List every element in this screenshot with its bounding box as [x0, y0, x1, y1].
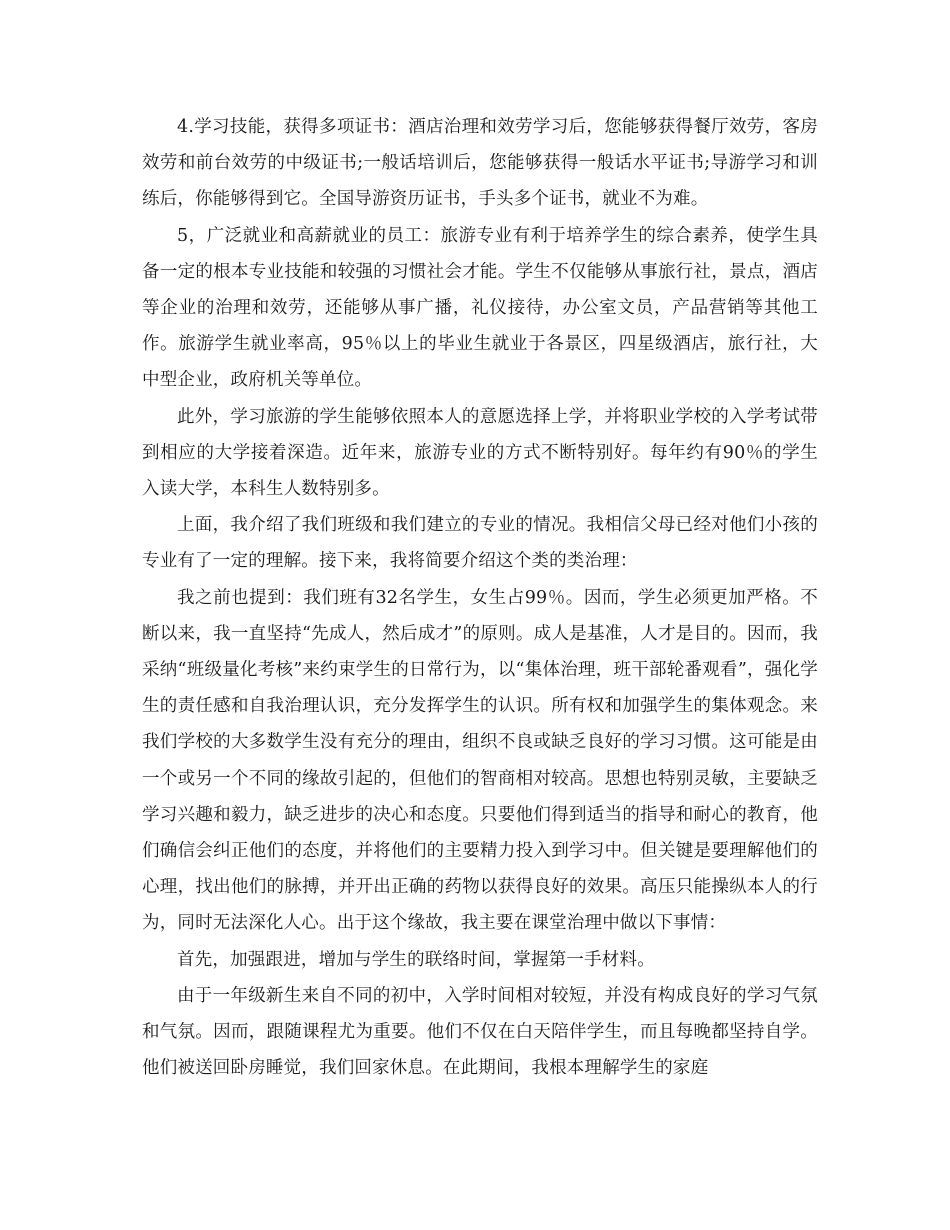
paragraph-class-management: 我之前也提到：我们班有32名学生，女生占99％。因而，学生必须更加严格。不断以来，我一直坚持“先成人，然后成才”的原则。成人是基准，人才是目的。因而，我采纳“班级量化考核”来约束学生的日常行为，以“集体治理，班干部轮番观看”，强化学生的责任感和自我治理认识，充分发挥学生的认识。所有权和加强学生的集体观念。来我们学校的大多数学生没有充分的理由，组织不良或缺乏良好的学习习惯。这可能是由一个或另一个不同的缘故引起的，但他们的智商相对较高。思想也特别灵敏，主要缺乏学习兴趣和毅力，缺乏进步的决心和态度。只要他们得到适当的指导和耐心的教育，他们确信会纠正他们的态度，并将他们的主要精力投入到学习中。但关键是要理解他们的心理，找出他们的脉搏，并开出正确的药物以获得良好的效果。高压只能操纵本人的行为，同时无法深化人心。出于这个缘故，我主要在课堂治理中做以下事情：	[142, 587, 818, 934]
paragraph-freshmen: 由于一年级新生来自不同的初中，入学时间相对较短，并没有构成良好的学习气氛和气氛。因而，跟随课程尤为重要。他们不仅在白天陪伴学生，而且每晚都坚持自学。他们被送回卧房睡觉，我们回家休息。在此期间，我根本理解学生的家庭	[142, 985, 818, 1079]
paragraph-employment: 5，广泛就业和高薪就业的员工：旅游专业有利于培养学生的综合素养，使学生具备一定的根本专业技能和较强的习惯社会才能。学生不仅能够从事旅行社，景点，酒店等企业的治理和效劳，还能够从事广播，礼仪接待，办公室文员，产品营销等其他工作。旅游学生就业率高，95％以上的毕业生就业于各景区，四星级酒店，旅行社，大中型企业，政府机关等单位。	[142, 225, 818, 391]
paragraph-certificates: 4.学习技能，获得多项证书：酒店治理和效劳学习后，您能够获得餐厅效劳，客房效劳和前台效劳的中级证书;一般话培训后，您能够获得一般话水平证书;导游学习和训练后，你能够得到它。全国导游资历证书，手头多个证书，就业不为难。	[142, 117, 818, 210]
paragraph-further-study: 此外，学习旅游的学生能够依照本人的意愿选择上学，并将职业学校的入学考试带到相应的大学接着深造。近年来，旅游专业的方式不断特别好。每年约有90％的学生入读大学，本科生人数特别多。	[142, 406, 818, 500]
paragraph-first-point: 首先，加强跟进，增加与学生的联络时间，掌握第一手材料。	[177, 949, 655, 970]
document-body	[142, 109, 818, 1086]
paragraph-class-intro: 上面，我介绍了我们班级和我们建立的专业的情况。我相信父母已经对他们小孩的专业有了一定的理解。接下来，我将简要介绍这个类的类治理：	[142, 515, 818, 572]
